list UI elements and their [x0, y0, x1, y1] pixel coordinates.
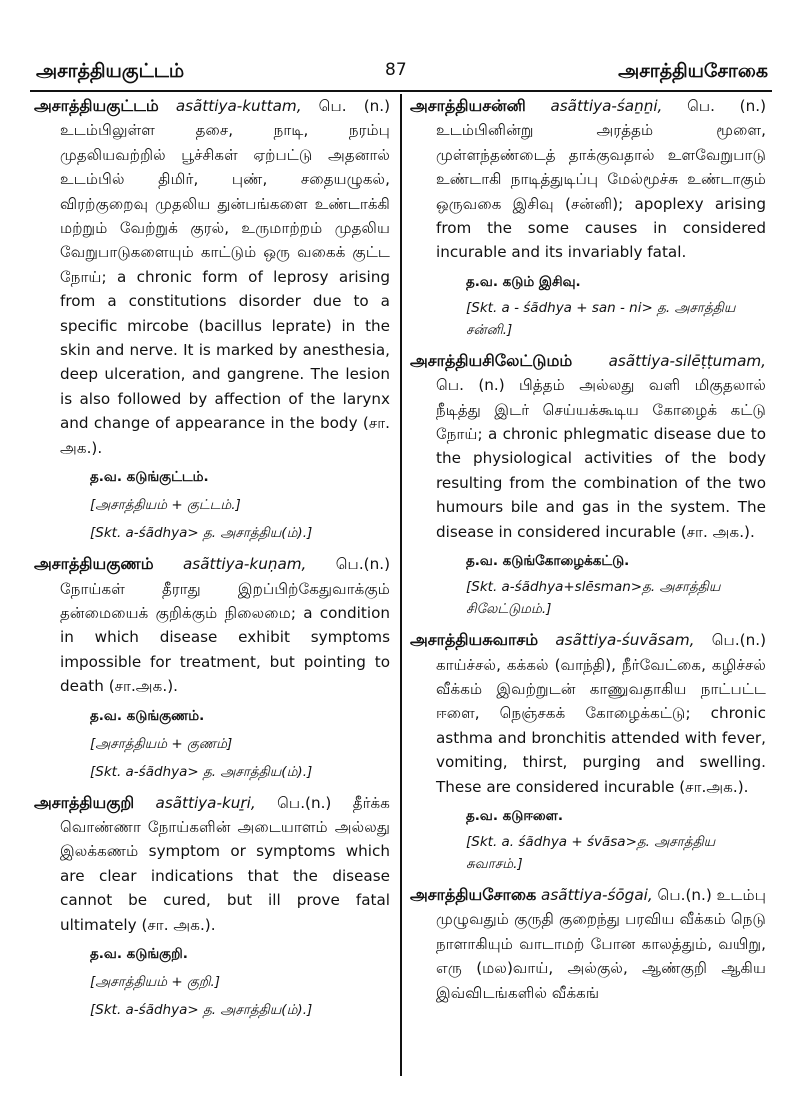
part-of-speech: பெ.(n.)	[335, 555, 390, 574]
part-of-speech: பெ. (n.)	[318, 97, 390, 115]
headword: அசாத்தியசிலேட்டுமம்	[410, 350, 573, 370]
tamil-word: த.வ. கடுங்கோழைக்கட்டு.	[466, 553, 630, 570]
headword: அசாத்தியசுவாசம்	[410, 630, 539, 650]
tamil-word: த.வ. கடுங்குணம்.	[90, 707, 205, 724]
headword: அசாத்தியகுட்டம்	[34, 96, 159, 115]
definition: உடம்பினின்று அரத்தம் மூளை, முள்ளந்தண்டைத் தாக்குவதால் உளவேறுபாடு உண்டாகி நாடித்துடிப்பு மேல்மூச்சு உண்டாகும் ஒருவகை இசிவு (சன்னி); apoplexy arising from the some causes in considered incurable and its invariably fatal.	[436, 121, 766, 262]
column-separator	[400, 94, 402, 1076]
dictionary-entry	[34, 791, 390, 1021]
dictionary-entry	[410, 94, 766, 341]
sanskrit-origin: [Skt. a-śãdhya+slēsman>த. அசாத்திய சிலேட்டுமம்.]	[466, 579, 721, 618]
header-left-guideword: அசாத்தியகுட்டம்	[36, 60, 185, 82]
tamil-word: த.வ. கடுங்குட்டம்.	[90, 469, 209, 486]
sanskrit-origin: [Skt. a - śãdhya + san - ni> த. அசாத்திய சன்னி.]	[466, 299, 736, 338]
etymology: [அசாத்தியம் + குணம்]	[90, 735, 233, 752]
transliteration: asãttiya-silēṭṭumam,	[608, 351, 766, 370]
sanskrit-origin: [Skt. a-śãdhya> த. அசாத்திய(ம்).]	[90, 525, 313, 542]
dictionary-entry	[410, 628, 766, 875]
part-of-speech: பெ.(n.)	[657, 885, 712, 904]
headword: அசாத்தியகுறி	[34, 792, 135, 812]
definition: தீர்க்க வொண்ணா நோய்களின் அடையாளம் அல்லது இலக்கணம் symptom or symptoms which are clear indications that the disease cannot be cured, but ill prove fatal ultimately (சா. அக.).	[60, 793, 390, 934]
dictionary-entry	[410, 883, 766, 1005]
transliteration: asãttiya-kuṇam,	[182, 555, 307, 574]
definition: பித்தம் அல்லது வளி மிகுதலால் நீடித்து இடர் செய்யக்கூடிய கோழைக் கட்டு நோய்; a chronic phlegmatic disease due to the physiological activities of the body resulting from the combination of the two humours bile and gas in the system. The disease in considered incurable (சா. அக.).	[436, 376, 766, 541]
transliteration: asãttiya-śōgai,	[541, 885, 653, 904]
dictionary-entry	[410, 349, 766, 620]
dictionary-entry	[34, 94, 390, 544]
tamil-word: த.வ. கடுஈளை.	[466, 807, 563, 824]
part-of-speech: பெ. (n.)	[687, 97, 766, 115]
part-of-speech: பெ.(n.)	[277, 793, 332, 812]
transliteration: asãttiya-kuttam,	[175, 97, 302, 115]
sanskrit-origin: [Skt. a-śãdhya> த. அசாத்திய(ம்).]	[90, 763, 313, 780]
definition: நோய்கள் தீராது இறப்பிற்கேதுவாக்கும் தன்மையைக் குறிக்கும் நிலைமை; a condition in which disease exhibit symptoms impossible for treatment, but pointing to death (சா.அக.).	[60, 579, 390, 696]
etymology: [அசாத்தியம் + குறி.]	[90, 973, 221, 990]
sanskrit-origin: [Skt. a-śãdhya> த. அசாத்திய(ம்).]	[90, 1001, 313, 1018]
part-of-speech: பெ.(n.)	[711, 631, 766, 650]
sanskrit-origin: [Skt. a. śãdhya + śvãsa>த. அசாத்திய சுவாசம்.]	[466, 833, 716, 872]
page-number: 87	[385, 60, 407, 80]
header-rule	[30, 90, 772, 92]
part-of-speech: பெ. (n.)	[436, 376, 505, 395]
header-right-guideword: அசாத்தியசோகை	[618, 60, 768, 82]
page-header	[0, 0, 800, 92]
definition: காய்ச்சல், கக்கல் (வாந்தி), நீர்வேட்கை, கழிச்சல் வீக்கம் இவற்றுடன் காணுவதாகிய நாட்பட்ட ஈளை, நெஞ்சகக் கோழைக்கட்டு; chronic asthma and bronchitis attended with fever, vomiting, thirst, purging and swelling. These are considered incurable (சா.அக.).	[436, 655, 766, 796]
etymology: [அசாத்தியம் + குட்டம்.]	[90, 497, 241, 514]
transliteration: asãttiya-kuṟi,	[155, 793, 256, 812]
right-column	[410, 94, 766, 1094]
headword: அசாத்தியகுணம்	[34, 554, 154, 574]
tamil-word: த.வ. கடுங்குறி.	[90, 945, 188, 962]
dictionary-entry	[34, 552, 390, 782]
transliteration: asãttiya-śuvãsam,	[555, 631, 695, 650]
headword: அசாத்தியசன்னி	[410, 96, 526, 115]
headword: அசாத்தியசோகை	[410, 884, 537, 904]
definition: உடம்பு முழுவதும் குருதி குறைந்து பரவிய வீக்கம் நெடு நாளாகியும் வாடாமற் போன காலத்தும், வயிறு, எரு (மல)வாய், அல்குல், ஆண்குறி ஆகிய இவ்விடங்களில் வீக்கங்	[436, 885, 766, 1002]
definition: உடம்பிலுள்ள தசை, நாடி, நரம்பு முதலியவற்றில் பூச்சிகள் ஏற்பட்டு அதனால் உடம்பில் திமிர், புண், சதையழுகல், விரற்குறைவு முதலிய துன்பங்களை உண்டாக்கி மற்றும் வேற்றுக் குரல், உருமாற்றம் முதலிய வேறுபாடுகளையும் காட்டும் ஒரு வகைக் குட்ட நோய்; a chronic form of leprosy arising from a constitutions disorder due to a specific mircobe (bacillus leprate) in the skin and nerve. It is marked by anesthesia, deep ulceration, and gangrene. The lesion is also followed by affection of the larynx and change of appearance in the body (சா. அக.).	[60, 121, 390, 457]
transliteration: asãttiya-śaṉṉi,	[550, 97, 663, 115]
tamil-word: த.வ. கடும் இசிவு.	[466, 273, 581, 290]
left-column	[34, 94, 390, 1094]
